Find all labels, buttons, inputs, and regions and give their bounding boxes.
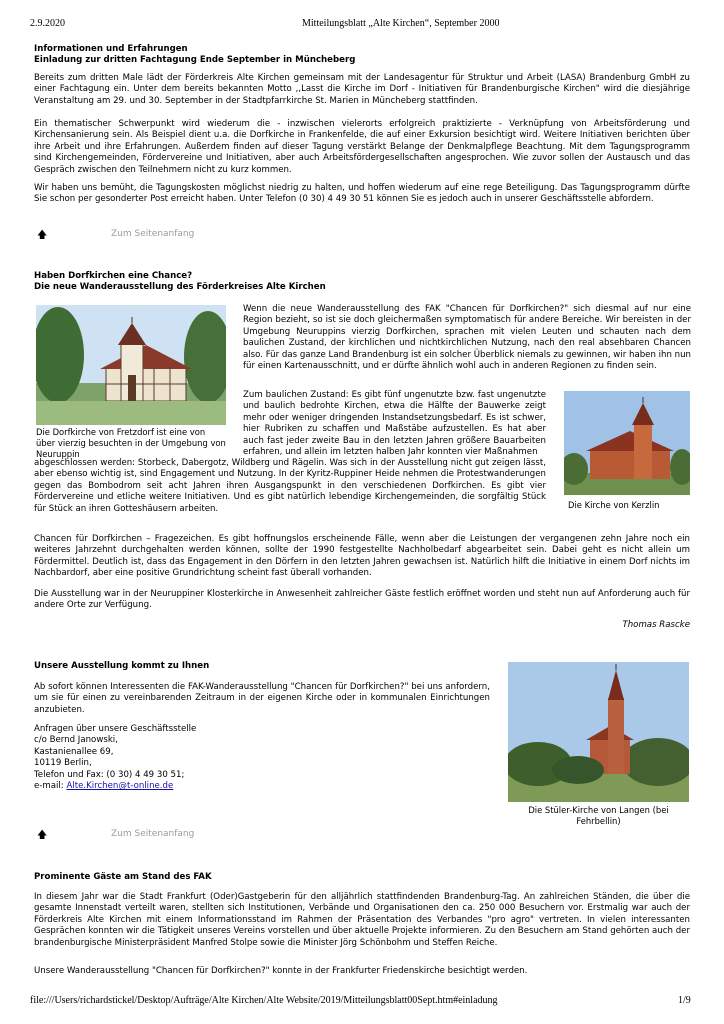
print-date: 2.9.2020 [30,18,65,29]
section1-para2: Ein thematischer Schwerpunkt wird wiederum die - inzwischen vielerorts erfolgreich praktizierte - Verknüpfung von Arbeitsförderung und Kirchensanierung sein. Als Beispiel dient u.a. die Dorfkirche in Frankenfelde, die auf einer Exkursion besichtigt wird. Weitere Initiativen berichten über ihre Arbeit und ihre Erfahrungen. Außerdem finden auf dieser Tagung verstärkt Belange der Denkmalpflege Beachtung. Mit dem Tagungsprogramm sind Kirchengemeinden, Fördervereine und Initiativen, aber auch Arbeitsfördergesellschaften angesprochen. Wie zuvor sollen der Austausch und das Gespräch zwischen den Teilnehmern nicht zu kurz kommen. [34,119,690,175]
section4-para2: Unsere Wanderausstellung "Chancen für Dorfkirchen?" konnte in der Frankfurter Friedenskirche besichtigt werden. [34,966,528,976]
address-line-3: Kastanienallee 69, [34,746,114,757]
section2-para2-bottom: abgeschlossen werden: Storbeck, Dabergotz, Wildberg und Rägelin. Was sich in der Ausstellung nicht gut zeigen lässt, aber ebenso wichtig ist, sind Engagement und Nutzung. In der Kyritz-Ruppiner Heide nehmen die Protestwanderungen gegen das Bombodrom seit acht Jahren ihren Ausgangspunkt in den verschiedenen Dorfkirchen. Es gibt vier Fördervereine und etliche weitere Initiativen. Und es gibt natürlich lebendige Kirchengemeinden, die sorgfältig Stück für Stück an ihren Gotteshäusern arbeiten. [34,458,546,514]
section1-para1: Bereits zum dritten Male lädt der Förderkreis Alte Kirchen gemeinsam mit der Landesagentur für Struktur und Arbeit (LASA) Brandenburg GmbH zu einer Fachtagung ein. Unter dem bereits bekannten Motto ,,Lasst die Kirche im Dorf - Initiativen für Brandenburgische Kirchen" wird die diesjährige Veranstaltung am 29. und 30. September in der Stadtpfarrkirche St. Marien in Müncheberg stattfinden. [34,73,690,106]
section2-para3: Chancen für Dorfkirchen – Fragezeichen. Es gibt hoffnungslos erscheinende Fälle, wenn aber die Leistungen der vergangenen zehn Jahre noch ein weiteres Jahrzehnt durchgehalten werden können, sollte der 1990 festgestellte Nachholbedarf abgearbeitet sein. Dabei geht es nicht allein um Fördermittel. Deutlich ist, dass das Engagement in den Dörfern in den letzten Jahren gewachsen ist. Natürlich hilft die Initiative in einem Dorf nichts im Nachbardorf, aber eine positive Grundrichtung scheint fast überall vorhanden. [34,534,690,579]
email-line [34,781,490,792]
photo-fretzdorf-church [36,305,226,425]
section2-para4: Die Ausstellung war in der Neuruppiner Klosterkirche in Anwesenheit zahlreicher Gäste festlich eröffnet worden und steht nun auf Anforderung auch für andere Orte zur Verfügung. [34,589,690,611]
back-to-top-link-1[interactable]: Zum Seitenanfang [111,229,195,239]
photo-kerzlin-church [564,391,690,495]
section2-title: Haben Dorfkirchen eine Chance? [34,271,193,281]
section2-heading [34,271,694,294]
section1-para3: Wir haben uns bemüht, die Tagungskosten möglichst niedrig zu halten, und hoffen wiederum auf eine rege Beteiligung. Das Tagungsprogramm dürfte Sie schon per gesonderter Post erreicht haben. Unter Telefon (0 30) 4 49 30 51 können Sie es jedoch auch in unserer Geschäftsstelle abfordern. [34,183,690,205]
photo-langen-church [508,662,689,802]
kerzlin-church-image [564,391,690,495]
arrow-up-icon-2[interactable]: 🡅 [37,830,48,841]
section2-subtitle: Die neue Wanderausstellung des Förderkreises Alte Kirchen [34,282,326,293]
section2-para1: Wenn die neue Wanderausstellung des FAK "Chancen für Dorfkirchen?" sich diesmal auf nur eine Region bezieht, so ist sie doch gleichermaßen symptomatisch für andere Bereiche. Wir bereisten in der Umgebung Neuruppins vierzig Dorfkirchen, sprachen mit vielen Leuten und schauten nach dem baulichen Zustand, der kirchlichen und nichtkirchlichen Nutzung, nach den real absehbaren Chancen also. Für das ganze Land Brandenburg ist ein solcher Überblick niemals zu gewinnen, wir haben ihn nun für einen Kartenausschnitt, und er dürfte ähnlich wohl auch in anderen Regionen zu finden sein. [243,304,691,372]
section4-para1: In diesem Jahr war die Stadt Frankfurt (Oder)Gastgeberin für den alljährlich stattfindenden Brandenburg-Tag. An zahlreichen Ständen, die über die gesamte Innenstadt verteilt waren, stellten sich Institutionen, Verbände und Organisationen den ca. 250 000 Besuchern vor. Erstmalig war auch der Förderkreis Alte Kirchen mit einem Informationsstand im Rahmen der Präsentation des Verbandes "pro agro" vertreten. In vielen interessanten Gesprächen konnten wir die Tätigkeit unseres Vereins vorstellen und über aktuelle Projekte informieren. Zu den Besuchern am Stand gehörten auch der brandenburgische Ministerpräsident Manfred Stolpe sowie die Minister Jörg Schönbohm und Steffen Reiche. [34,892,690,948]
section3-para1: Ab sofort können Interessenten die FAK-Wanderausstellung "Chancen für Dorfkirchen?" bei uns anfordern, um sie für einen zu vereinbarenden Zeitraum in der eigenen Kirche oder in kommunalen Einrichtungen anzubieten. [34,682,490,715]
section2-author: Thomas Rascke [622,620,690,630]
print-footer-path: file:///Users/richardstickel/Desktop/Aufträge/Alte Kirchen/Alte Website/2019/Mitteilungsblatt00Sept.htm#einladung [30,995,498,1006]
section3-address [34,724,490,792]
address-line-1: Anfragen über unsere Geschäftsstelle [34,724,197,734]
address-line-4: 10119 Berlin, [34,758,92,769]
print-title: Mitteilungsblatt „Alte Kirchen“, September 2000 [302,18,500,29]
section1-subtitle: Einladung zur dritten Fachtagung Ende September in Müncheberg [34,55,356,66]
address-line-5: Telefon und Fax: (0 30) 4 49 30 51; [34,769,185,780]
section1-heading [34,44,694,67]
langen-church-image [508,662,689,802]
section2-para2-top: Zum baulichen Zustand: Es gibt fünf ungenutzte bzw. fast ungenutzte und baulich bedrohte Kirchen, etwa die Hälfte der Bauwerke zeigt mehr oder weniger dringenden Instandsetzungsbedarf. Es ist schwer, hier Rubriken zu schaffen und Maßstäbe aufzustellen. Es hat aber auch fast jeder zweite Bau in den letzten Jahren größere Bauarbeiten erfahren, und allein im letzten halben Jahr konnten vier Maßnahmen [243,390,546,458]
email-label: e-mail: [34,781,67,792]
fretzdorf-church-image [36,305,226,425]
section4-title: Prominente Gäste am Stand des FAK [34,872,212,882]
caption-kerzlin: Die Kirche von Kerzlin [568,500,660,510]
caption-fretzdorf: Die Dorfkirche von Fretzdorf ist eine von über vierzig besuchten in der Umgebung von Neuruppin [36,427,226,459]
caption-langen: Die Stüler-Kirche von Langen (bei Fehrbellin) [528,805,669,826]
arrow-up-icon[interactable]: 🡅 [37,230,48,241]
print-page-number: 1/9 [678,995,691,1006]
section3-title: Unsere Ausstellung kommt zu Ihnen [34,661,210,671]
address-line-2: c/o Bernd Janowski, [34,735,118,746]
email-link[interactable]: Alte.Kirchen@t-online.de [66,781,174,792]
back-to-top-link-2[interactable]: Zum Seitenanfang [111,829,195,839]
section1-title: Informationen und Erfahrungen [34,44,188,54]
